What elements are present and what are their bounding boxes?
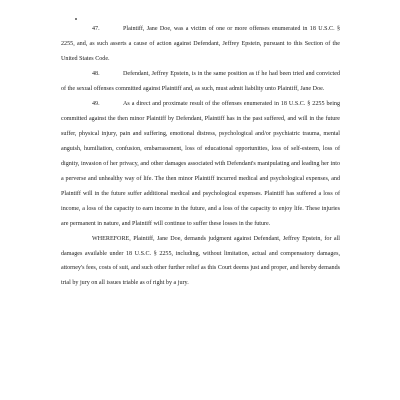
paragraph-number: 47. — [92, 26, 100, 32]
paragraph-48 — [61, 67, 340, 97]
paragraph-number: 48. — [92, 71, 100, 77]
document-body — [61, 22, 340, 290]
paragraph-text: Defendant, Jeffrey Epstein, is in the same position as if he had been tried and convicted of the sexual offenses committed against Plaintiff and, as such, must admit liability unto Plaintiff, Jane Doe. — [61, 71, 340, 92]
paragraph-49 — [61, 97, 340, 232]
paragraph-text: As a direct and proximate result of the offenses enumerated in 18 U.S.C. § 2255 being committed against the then minor Plaintiff by Defendant, Plaintiff has in the past suffered, and will in the future suffer, physical injury, pain and suffering, emotional distress, psychological and/or psychiatric trauma, mental anguish, humiliation, confusion, embarrassment, loss of educational opportunities, loss of self-esteem, loss of dignity, invasion of her privacy, and other damages associated with Defendant's manipulating and leading her into a perverse and unhealthy way of life. The then minor Plaintiff incurred medical and psychological expenses, and Plaintiff will in the future suffer additional medical and psychological expenses. Plaintiff has suffered a loss of income, a loss of the capacity to earn income in the future, and a loss of the capacity to enjoy life. These injuries are permanent in nature, and Plaintiff will continue to suffer these losses in the future. — [61, 101, 340, 227]
paragraph-text: Plaintiff, Jane Doe, was a victim of one or more offenses enumerated in 18 U.S.C. § 2255, and, as such asserts a cause of action against Defendant, Jeffrey Epstein, pursuant to this Section of the United States Code. — [61, 26, 340, 62]
paragraph-number: 49. — [92, 101, 100, 107]
wherefore-clause: WHEREFORE, Plaintiff, Jane Doe, demands judgment against Defendant, Jeffrey Epstein, for all damages available under 18 U.S.C. § 2255, including, without limitation, actual and compensatory damages, attorney's fees, costs of suit, and such other further relief as this Court deems just and proper, and hereby demands trial by jury on all issues triable as of right by a jury. — [61, 236, 340, 286]
scan-mark — [75, 18, 77, 20]
paragraph-47 — [61, 22, 340, 67]
